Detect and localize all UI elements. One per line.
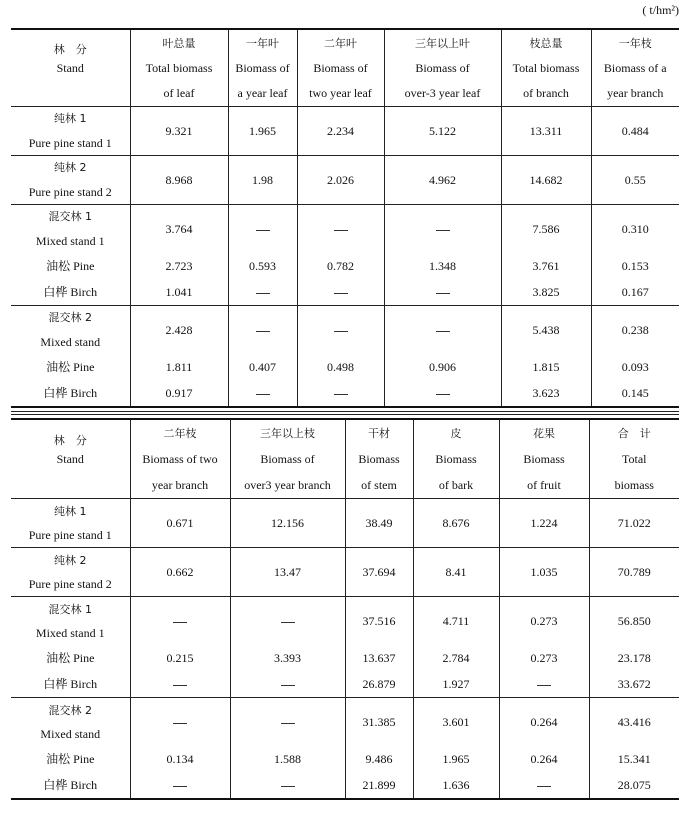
header-cell xyxy=(297,81,384,107)
value-cell: 1.224 xyxy=(499,499,589,548)
value-cell: 0.310 xyxy=(591,204,679,253)
header-row xyxy=(11,55,679,80)
header-cell xyxy=(228,29,297,55)
species-label: 白桦 Birch xyxy=(43,284,98,299)
value-cell: 3.623 xyxy=(501,380,591,407)
table-row xyxy=(11,597,679,622)
species-label: 白桦 Birch xyxy=(43,677,98,691)
header-cell xyxy=(297,29,384,55)
value-cell xyxy=(130,597,230,646)
value-cell: 23.178 xyxy=(589,645,679,671)
dash-mark xyxy=(173,786,187,787)
header-cell xyxy=(345,419,413,446)
stand-zh: 纯林 2 xyxy=(11,548,130,573)
value-cell: 14.682 xyxy=(501,155,591,204)
header-zh: 林 分 xyxy=(53,43,87,56)
unit-label: ( t/hm²) xyxy=(642,3,679,17)
header-cell xyxy=(130,446,230,472)
header-zh: 三年以上叶 xyxy=(415,36,470,50)
header-cell xyxy=(345,446,413,472)
header-zh: 一年枝 xyxy=(618,36,652,50)
value-cell xyxy=(384,380,501,407)
value-cell xyxy=(230,772,345,799)
header-cell xyxy=(11,472,130,499)
stand-en: Pure pine stand 2 xyxy=(28,577,112,591)
header-cell xyxy=(11,81,130,107)
value-cell: 1.636 xyxy=(413,772,499,799)
value-cell: 1.035 xyxy=(499,548,589,597)
header-cell xyxy=(345,472,413,499)
header-cell xyxy=(589,446,679,472)
header-row xyxy=(11,81,679,107)
value-cell: 4.711 xyxy=(413,597,499,646)
stand-en: Mixed stand 1 xyxy=(35,233,105,248)
table-row xyxy=(11,746,679,772)
header-en: of leaf xyxy=(163,86,195,101)
species-label: 油松 Pine xyxy=(46,258,95,273)
header-en: year branch xyxy=(607,86,664,101)
dash-mark xyxy=(436,394,450,395)
value-cell: 0.134 xyxy=(130,746,230,772)
header-cell xyxy=(413,419,499,446)
stand-zh: 纯林 1 xyxy=(11,499,130,524)
header-cell xyxy=(501,29,591,55)
table-row xyxy=(11,204,679,229)
value-cell xyxy=(297,204,384,253)
table-divider xyxy=(11,411,679,415)
value-cell: 0.145 xyxy=(591,380,679,407)
table-row xyxy=(11,772,679,799)
value-cell: 1.041 xyxy=(130,279,228,306)
header-cell xyxy=(11,419,130,446)
value-cell: 0.917 xyxy=(130,380,228,407)
header-en: Biomass xyxy=(358,452,400,466)
header-en: biomass xyxy=(614,478,654,492)
value-cell xyxy=(230,698,345,747)
value-cell: 0.55 xyxy=(591,155,679,204)
value-cell: 13.637 xyxy=(345,645,413,671)
value-cell: 2.428 xyxy=(130,305,228,354)
header-zh: 干材 xyxy=(368,427,390,440)
dash-mark xyxy=(256,293,270,294)
value-cell: 5.438 xyxy=(501,305,591,354)
biomass-table-part-1 xyxy=(11,28,679,408)
header-cell xyxy=(413,446,499,472)
value-cell xyxy=(499,671,589,698)
dash-mark xyxy=(436,331,450,332)
stand-en: Mixed stand xyxy=(40,334,101,349)
dash-mark xyxy=(334,293,348,294)
value-cell xyxy=(384,204,501,253)
species-label: 油松 Pine xyxy=(46,651,95,665)
value-cell: 0.671 xyxy=(130,499,230,548)
value-cell: 2.784 xyxy=(413,645,499,671)
header-zh: 花果 xyxy=(533,427,555,440)
value-cell: 0.484 xyxy=(591,106,679,155)
header-en: of stem xyxy=(361,478,397,492)
header-en: of branch xyxy=(523,86,569,101)
species-label: 油松 Pine xyxy=(46,359,95,374)
value-cell: 1.965 xyxy=(228,106,297,155)
stand-zh: 混交林 2 xyxy=(11,305,130,330)
header-row xyxy=(11,419,679,446)
value-cell: 0.906 xyxy=(384,354,501,380)
header-en: Biomass of a xyxy=(603,60,667,75)
value-cell xyxy=(228,204,297,253)
stand-en: Mixed stand 1 xyxy=(35,626,105,640)
header-cell xyxy=(230,419,345,446)
dash-mark xyxy=(173,622,187,623)
value-cell: 8.676 xyxy=(413,499,499,548)
header-cell xyxy=(384,55,501,80)
header-cell xyxy=(499,419,589,446)
value-cell: 0.273 xyxy=(499,597,589,646)
value-cell: 70.789 xyxy=(589,548,679,597)
value-cell: 0.093 xyxy=(591,354,679,380)
stand-zh: 混交林 2 xyxy=(11,698,130,723)
header-zh: 皮 xyxy=(450,427,462,440)
value-cell xyxy=(499,772,589,799)
header-cell xyxy=(228,81,297,107)
value-cell: 3.601 xyxy=(413,698,499,747)
value-cell: 0.273 xyxy=(499,645,589,671)
header-cell xyxy=(130,29,228,55)
value-cell xyxy=(384,279,501,306)
header-cell xyxy=(228,55,297,80)
value-cell: 26.879 xyxy=(345,671,413,698)
dash-mark xyxy=(173,685,187,686)
header-row xyxy=(11,29,679,55)
value-cell: 3.761 xyxy=(501,253,591,279)
value-cell: 0.498 xyxy=(297,354,384,380)
dash-mark xyxy=(281,622,295,623)
value-cell: 1.348 xyxy=(384,253,501,279)
dash-mark xyxy=(281,723,295,724)
value-cell: 1.927 xyxy=(413,671,499,698)
value-cell xyxy=(384,305,501,354)
value-cell: 2.234 xyxy=(297,106,384,155)
value-cell: 4.962 xyxy=(384,155,501,204)
header-en: Biomass of xyxy=(235,60,290,75)
value-cell: 13.47 xyxy=(230,548,345,597)
value-cell: 38.49 xyxy=(345,499,413,548)
value-cell xyxy=(130,772,230,799)
value-cell: 1.815 xyxy=(501,354,591,380)
stand-zh: 纯林 1 xyxy=(11,106,130,131)
value-cell: 0.153 xyxy=(591,253,679,279)
table-row xyxy=(11,499,679,524)
dash-mark xyxy=(281,786,295,787)
table-row xyxy=(11,279,679,306)
table-row xyxy=(11,698,679,723)
header-zh: 合 计 xyxy=(617,427,651,440)
value-cell: 0.782 xyxy=(297,253,384,279)
value-cell: 13.311 xyxy=(501,106,591,155)
value-cell: 1.98 xyxy=(228,155,297,204)
species-label: 白桦 Birch xyxy=(11,380,130,407)
dash-mark xyxy=(334,230,348,231)
value-cell: 1.811 xyxy=(130,354,228,380)
header-cell xyxy=(501,55,591,80)
value-cell xyxy=(297,279,384,306)
header-cell xyxy=(130,81,228,107)
value-cell: 8.41 xyxy=(413,548,499,597)
value-cell: 9.486 xyxy=(345,746,413,772)
biomass-table-part-2 xyxy=(11,418,679,800)
value-cell: 33.672 xyxy=(589,671,679,698)
value-cell xyxy=(230,671,345,698)
value-cell: 7.586 xyxy=(501,204,591,253)
header-cell xyxy=(11,446,130,472)
value-cell: 3.764 xyxy=(130,204,228,253)
value-cell: 43.416 xyxy=(589,698,679,747)
table-row xyxy=(11,305,679,330)
value-cell: 15.341 xyxy=(589,746,679,772)
stand-zh: 混交林 1 xyxy=(11,204,130,229)
table-row xyxy=(11,354,679,380)
value-cell: 37.516 xyxy=(345,597,413,646)
dash-mark xyxy=(334,331,348,332)
header-cell xyxy=(501,81,591,107)
header-cell xyxy=(230,446,345,472)
value-cell: 0.264 xyxy=(499,746,589,772)
header-cell xyxy=(591,55,679,80)
dash-mark xyxy=(281,685,295,686)
dash-mark xyxy=(436,230,450,231)
header-en: a year leaf xyxy=(237,86,288,101)
value-cell xyxy=(228,305,297,354)
header-en: Biomass xyxy=(435,452,477,466)
dash-mark xyxy=(256,331,270,332)
header-cell xyxy=(499,472,589,499)
header-en: Stand xyxy=(56,452,84,466)
stand-en: Pure pine stand 1 xyxy=(28,528,112,542)
header-cell xyxy=(589,472,679,499)
header-cell xyxy=(11,29,130,55)
header-row xyxy=(11,472,679,499)
header-en: of bark xyxy=(438,478,474,492)
value-cell xyxy=(297,305,384,354)
dash-mark xyxy=(436,293,450,294)
header-cell xyxy=(591,81,679,107)
value-cell: 56.850 xyxy=(589,597,679,646)
header-en: Biomass xyxy=(523,452,565,466)
value-cell: 0.238 xyxy=(591,305,679,354)
dash-mark xyxy=(334,394,348,395)
value-cell: 8.968 xyxy=(130,155,228,204)
value-cell: 1.965 xyxy=(413,746,499,772)
header-en: year branch xyxy=(151,478,209,492)
header-cell xyxy=(130,419,230,446)
table-row xyxy=(11,253,679,279)
value-cell xyxy=(130,671,230,698)
header-cell xyxy=(384,29,501,55)
header-en: over3 year branch xyxy=(244,478,331,492)
header-cell xyxy=(499,446,589,472)
header-cell xyxy=(384,81,501,107)
value-cell: 0.593 xyxy=(228,253,297,279)
header-zh: 叶总量 xyxy=(162,36,196,50)
value-cell: 0.407 xyxy=(228,354,297,380)
header-en: Biomass of xyxy=(313,60,368,75)
header-cell xyxy=(230,472,345,499)
value-cell: 71.022 xyxy=(589,499,679,548)
table-row xyxy=(11,645,679,671)
value-cell xyxy=(297,380,384,407)
dash-mark xyxy=(173,723,187,724)
header-zh: 林 分 xyxy=(53,434,87,446)
header-en: two year leaf xyxy=(309,86,372,101)
header-zh: 三年以上枝 xyxy=(260,427,315,440)
stand-zh: 纯林 2 xyxy=(11,155,130,180)
header-en: Total xyxy=(622,452,647,466)
header-row xyxy=(11,446,679,472)
header-zh: 一年叶 xyxy=(246,36,279,50)
table-row xyxy=(11,380,679,407)
value-cell: 2.723 xyxy=(130,253,228,279)
header-zh: 二年叶 xyxy=(324,36,357,50)
header-zh: 枝总量 xyxy=(529,36,563,50)
species-label: 油松 Pine xyxy=(46,752,95,766)
value-cell: 12.156 xyxy=(230,499,345,548)
value-cell: 37.694 xyxy=(345,548,413,597)
header-cell xyxy=(591,29,679,55)
stand-en: Mixed stand xyxy=(40,727,101,741)
header-en: Total biomass xyxy=(512,60,580,75)
value-cell: 5.122 xyxy=(384,106,501,155)
value-cell: 1.588 xyxy=(230,746,345,772)
table-row xyxy=(11,106,679,131)
header-en: over-3 year leaf xyxy=(404,86,481,101)
value-cell: 28.075 xyxy=(589,772,679,799)
value-cell: 0.215 xyxy=(130,645,230,671)
value-cell: 3.825 xyxy=(501,279,591,306)
header-cell xyxy=(130,472,230,499)
value-cell: 0.662 xyxy=(130,548,230,597)
value-cell: 31.385 xyxy=(345,698,413,747)
value-cell: 0.167 xyxy=(591,279,679,306)
dash-mark xyxy=(537,786,551,787)
value-cell: 2.026 xyxy=(297,155,384,204)
stand-en: Pure pine stand 1 xyxy=(28,135,112,150)
header-cell xyxy=(297,55,384,80)
header-en: Stand xyxy=(56,60,84,75)
header-cell xyxy=(11,55,130,80)
stand-en: Pure pine stand 2 xyxy=(28,184,112,199)
table-row xyxy=(11,548,679,573)
value-cell: 3.393 xyxy=(230,645,345,671)
header-cell xyxy=(589,419,679,446)
value-cell: 21.899 xyxy=(345,772,413,799)
value-cell xyxy=(228,380,297,407)
dash-mark xyxy=(537,685,551,686)
value-cell: 0.264 xyxy=(499,698,589,747)
header-en: Biomass of two xyxy=(142,452,218,466)
header-zh: 二年枝 xyxy=(163,427,197,440)
header-en: Biomass of xyxy=(415,60,470,75)
table-row xyxy=(11,671,679,698)
dash-mark xyxy=(256,394,270,395)
header-cell xyxy=(413,472,499,499)
header-en: of fruit xyxy=(527,478,561,492)
header-cell xyxy=(130,55,228,80)
species-label: 白桦 Birch xyxy=(11,772,130,799)
stand-zh: 混交林 1 xyxy=(11,597,130,622)
value-cell xyxy=(130,698,230,747)
value-cell xyxy=(230,597,345,646)
value-cell xyxy=(228,279,297,306)
header-en: Total biomass xyxy=(145,60,213,75)
table-row xyxy=(11,155,679,180)
dash-mark xyxy=(256,230,270,231)
value-cell: 9.321 xyxy=(130,106,228,155)
header-en: Biomass of xyxy=(260,452,315,466)
